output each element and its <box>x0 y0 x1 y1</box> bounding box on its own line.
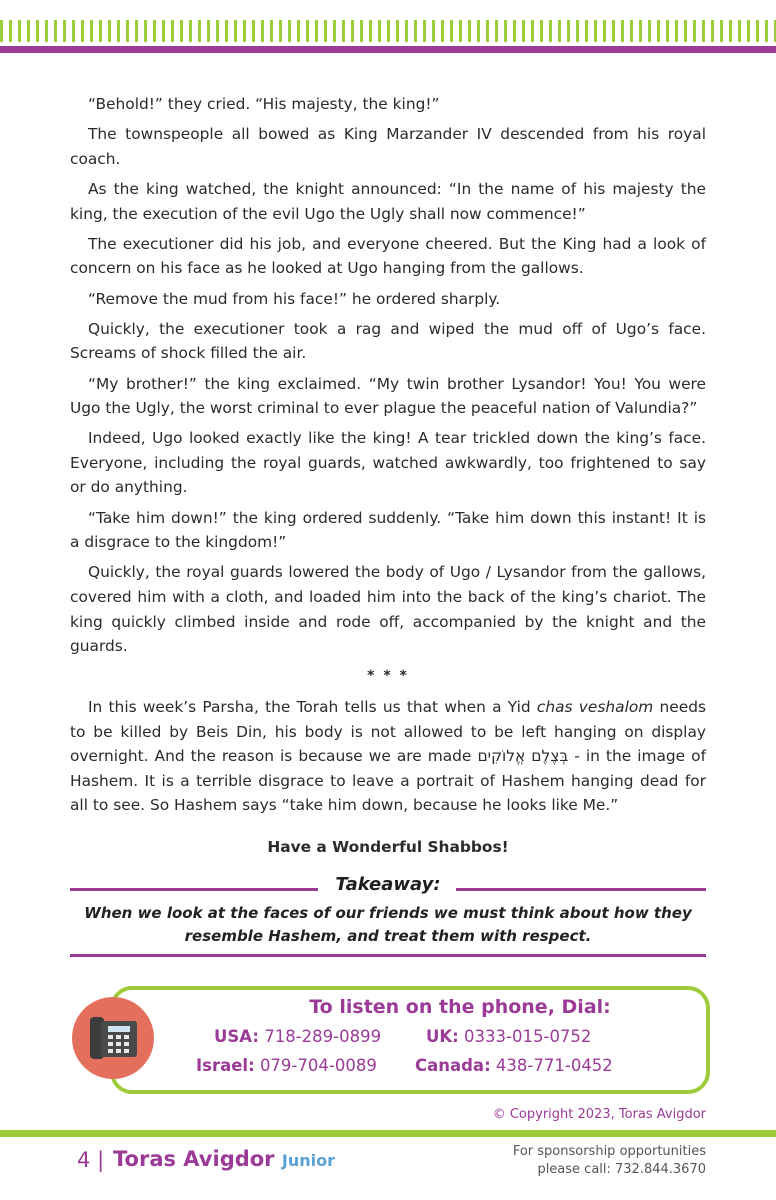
paragraph: “Behold!” they cried. “His majesty, the king!” <box>88 95 440 113</box>
takeaway-text: When we look at the faces of our friends we must think about how they resemble Hashem, and treat them with respect. <box>84 904 692 945</box>
parsha-text: needs to be killed by Beis Din, his body is not allowed to be left hanging on display overnight. And the reason is because we are made <box>70 698 706 766</box>
paragraph: As the king watched, the knight announced: “In the name of his majesty the king, the execution of the evil Ugo the Ugly shall now commence!” <box>70 179 706 223</box>
parsha-text: - in the image of Hashem. It is a terrible disgrace to leave a portrait of Hashem hanging dead for all to see. So Hashem says “take him down, because he looks like Me.” <box>70 747 707 815</box>
paragraph: “Remove the mud from his face!” he ordered sharply. <box>88 289 501 308</box>
sponsorship-note <box>513 1143 706 1179</box>
phone-number: 079-704-0089 <box>259 1056 377 1075</box>
page-number <box>77 1148 104 1172</box>
phone-line-usa <box>214 1027 381 1046</box>
top-stripe-border <box>0 20 776 42</box>
footer-divider <box>0 1130 776 1137</box>
phone-number: 438-771-0452 <box>495 1056 613 1075</box>
paragraph: “Take him down!” the king ordered suddenly. “Take him down this instant! It is a disgrace to the kingdom!” <box>70 508 706 552</box>
story-text <box>70 92 706 824</box>
paragraph: The townspeople all bowed as King Marzander IV descended from his royal coach. <box>70 125 706 168</box>
top-divider <box>0 46 776 53</box>
country-label: USA: <box>214 1027 259 1046</box>
phone-line-uk <box>426 1027 591 1046</box>
paragraph: Quickly, the executioner took a rag and wiped the mud off of Ugo’s face. Screams of shock filled the air. <box>70 319 706 363</box>
takeaway-rule-bottom <box>70 954 706 957</box>
brand-name: Toras Avigdor <box>113 1147 275 1171</box>
paragraph: The executioner did his job, and everyone cheered. But the King had a look of concern on his face as he looked at Ugo hanging from the gallows. <box>70 234 706 278</box>
paragraph: Quickly, the royal guards lowered the body of Ugo / Lysandor from the gallows, covered him with a cloth, and loaded him into the back of the king’s chariot. The king quickly climbed inside and rode off, accompanied by the knight and the guards. <box>70 563 706 656</box>
paragraph: “My brother!” the king exclaimed. “My twin brother Lysandor! You! You were Ugo the Ugly, the worst criminal to ever plague the peaceful nation of Valundia?” <box>70 374 706 418</box>
country-label: Israel: <box>196 1056 255 1075</box>
telephone-icon <box>72 997 154 1079</box>
footer-logo <box>113 1147 335 1171</box>
parsha-text: In this week’s Parsha, the Torah tells us that when a Yid <box>88 698 537 716</box>
brand-sub: Junior <box>281 1151 335 1170</box>
sponsorship-phone: please call: 732.844.3670 <box>537 1162 706 1177</box>
parsha-paragraph <box>70 695 706 818</box>
country-label: UK: <box>426 1027 459 1046</box>
phone-line-canada <box>415 1056 613 1075</box>
hebrew-phrase: בְּצֶלֶם אֱלוֹקִים <box>477 747 569 766</box>
closing-line: Have a Wonderful Shabbos! <box>267 838 509 856</box>
phone-line-israel <box>196 1056 377 1075</box>
phone-number: 718-289-0899 <box>264 1027 382 1046</box>
footer-separator: | <box>97 1148 105 1172</box>
country-label: Canada: <box>415 1056 491 1075</box>
page-number-value: 4 <box>77 1148 91 1172</box>
takeaway-title: Takeaway: <box>335 874 441 895</box>
phone-title: To listen on the phone, Dial: <box>309 996 611 1018</box>
section-separator: * * * <box>367 668 409 685</box>
sponsorship-line: For sponsorship opportunities <box>512 1144 706 1159</box>
copyright: © Copyright 2023, Toras Avigdor <box>492 1107 706 1122</box>
paragraph: Indeed, Ugo looked exactly like the king! A tear trickled down the king’s face. Everyone, including the royal guards, watched awkwardly, too frightened to say or do anything. <box>70 429 706 497</box>
phone-number: 0333-015-0752 <box>464 1027 592 1046</box>
italic-phrase: chas veshalom <box>536 698 654 716</box>
